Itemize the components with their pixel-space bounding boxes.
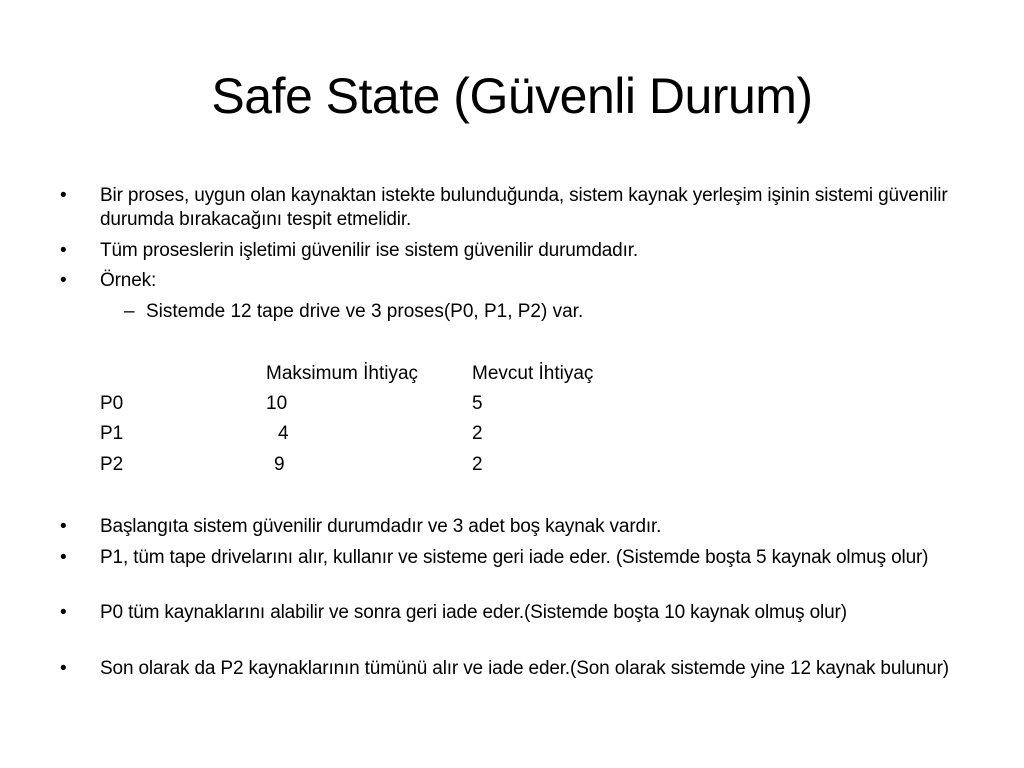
bullet-marker: • — [60, 547, 67, 568]
table-header-max: Maksimum İhtiyaç — [266, 363, 419, 384]
table-cell-current: 2 — [472, 423, 483, 444]
bullet-text: Tüm proseslerin işletimi güvenilir ise sistem güvenilir durumdadır. — [100, 240, 638, 261]
bullet-marker: • — [60, 270, 67, 291]
bullet-text: Başlangıta sistem güvenilir durumdadır ve 3 adet boş kaynak vardır. — [100, 516, 662, 537]
table-cell-max: 9 — [274, 454, 285, 475]
table-cell-process: P0 — [100, 393, 124, 414]
bullet-marker: • — [60, 516, 67, 537]
table-cell-max: 4 — [278, 423, 289, 444]
bullet-text: Örnek: — [100, 270, 157, 291]
bullet-marker: • — [60, 602, 67, 623]
bullet-text: Son olarak da P2 kaynaklarının tümünü alır ve iade eder.(Son olarak sistemde yine 12 kaynak bulunur) — [100, 658, 949, 679]
table-cell-max: 10 — [266, 393, 288, 414]
bullet-marker: • — [60, 658, 67, 679]
sub-bullet-text: Sistemde 12 tape drive ve 3 proses(P0, P1, P2) var. — [146, 301, 584, 322]
table-cell-current: 5 — [472, 393, 483, 414]
table-cell-process: P2 — [100, 454, 124, 475]
table-cell-current: 2 — [472, 454, 483, 475]
bullet-text: P0 tüm kaynaklarını alabilir ve sonra geri iade eder.(Sistemde boşta 10 kaynak olmuş olur) — [100, 602, 847, 623]
bullet-text: P1, tüm tape drivelarını alır, kullanır ve sisteme geri iade eder. (Sistemde boşta 5 kaynak olmuş olur) — [100, 547, 929, 568]
bullet-marker: • — [60, 185, 67, 206]
sub-bullet-marker: – — [124, 301, 135, 322]
bullet-marker: • — [60, 240, 67, 261]
bullet-text: Bir proses, uygun olan kaynaktan istekte bulunduğunda, sistem kaynak yerleşim işinin sistemi güvenilir durumda bırakacağını tespit etmelidir. — [100, 185, 948, 230]
table-header-current: Mevcut İhtiyaç — [472, 363, 594, 384]
table-cell-process: P1 — [100, 423, 124, 444]
slide-title: Safe State (Güvenli Durum) — [211, 68, 813, 124]
